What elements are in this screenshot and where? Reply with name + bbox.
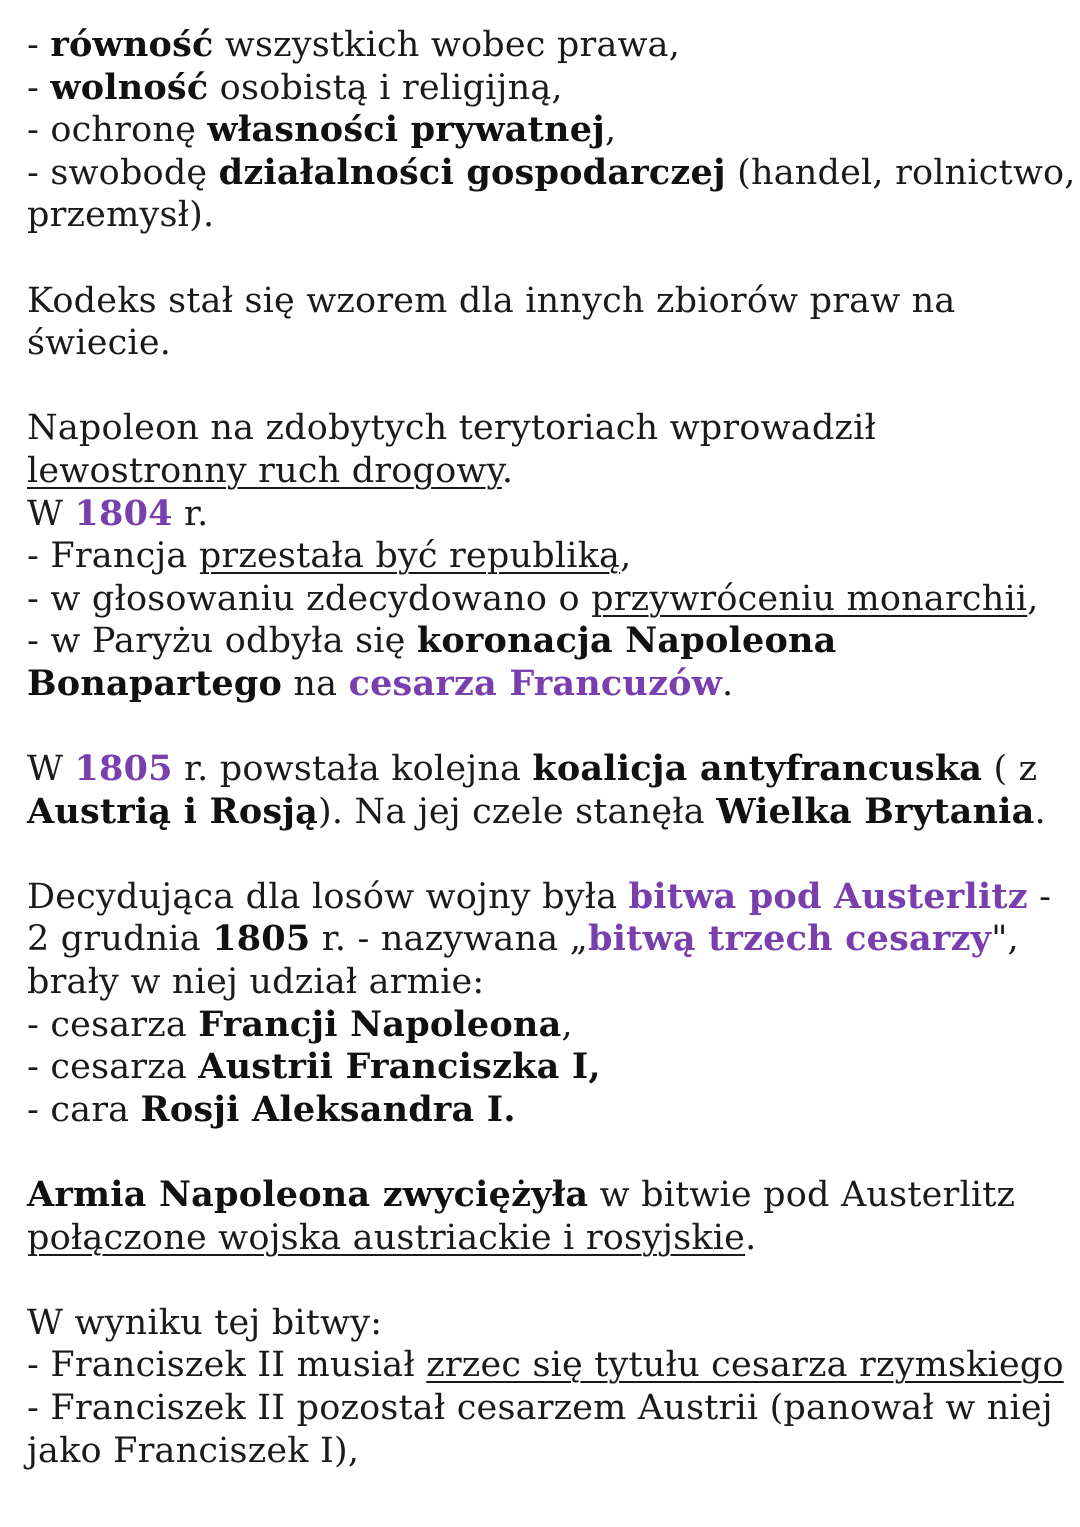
bold-term: Wielka Brytania <box>716 790 1035 832</box>
body-text: W <box>27 493 75 534</box>
body-text: - Franciszek II musiał <box>27 1345 427 1386</box>
body-text: ( z <box>982 749 1038 790</box>
highlight-year: 1804 <box>74 492 173 534</box>
highlight-term: bitwą trzech cesarzy <box>587 918 992 960</box>
document-page <box>27 24 1076 1472</box>
spacer <box>27 1259 1067 1302</box>
body-text: - cesarza <box>27 1004 199 1045</box>
list-item-equality <box>27 24 1067 67</box>
body-text: - w głosowaniu zdecydowano o <box>27 578 592 619</box>
underlined-text: przywróceniu monarchii <box>591 578 1028 619</box>
body-text: - cara <box>27 1089 141 1130</box>
list-item-republic <box>27 535 1067 578</box>
paragraph-code-line-1: Kodeks stał się wzorem dla innych zbiorów praw na <box>27 280 956 321</box>
paragraph-austerlitz-line-2 <box>27 918 1067 961</box>
underlined-text: połączone wojska austriackie i rosyjskie <box>27 1217 746 1258</box>
body-text: r. powstała kolejna <box>172 749 533 790</box>
body-text: , <box>620 536 632 577</box>
list-item-monarchy <box>27 578 1067 621</box>
body-text: - ochronę <box>27 110 208 151</box>
highlight-year: 1805 <box>74 748 173 790</box>
paragraph-coalition-line-1 <box>27 748 1067 791</box>
bold-term: koalicja antyfrancuska <box>532 748 983 790</box>
body-text: r. - nazywana „ <box>310 919 588 960</box>
bold-term: koronacja Napoleona <box>416 620 837 662</box>
spacer <box>27 833 1067 876</box>
list-item-coronation-cont <box>27 663 1067 706</box>
list-item-austria <box>27 1046 1067 1089</box>
body-text: wszystkich wobec prawa, <box>213 25 681 65</box>
paragraph-napoleon-line-1: Napoleon na zdobytych terytoriach wprowadził <box>27 408 877 449</box>
body-text: na <box>282 663 349 704</box>
body-text: ). Na jej czele stanęła <box>318 791 717 832</box>
bold-term: Austrią i Rosją <box>27 790 319 832</box>
body-text: r. <box>172 493 209 534</box>
paragraph-napoleon-line-2 <box>27 450 1067 493</box>
body-text: . <box>722 663 734 704</box>
body-text: - cesarza <box>27 1047 199 1088</box>
spacer <box>27 237 1067 280</box>
bold-term: Rosji Aleksandra I. <box>140 1088 516 1130</box>
body-text: - Francja <box>27 536 199 577</box>
bullet-text: - <box>27 25 51 65</box>
paragraph-austerlitz-line-1 <box>27 876 1067 919</box>
body-text: , <box>1027 578 1039 619</box>
list-item-emperor-austria: - Franciszek II pozostał cesarzem Austrii (panował w niej <box>27 1388 1053 1428</box>
bullet-text: - <box>27 67 51 108</box>
body-text: (handel, rolnictwo, <box>725 152 1076 193</box>
underlined-text: przestała być republiką <box>198 536 621 577</box>
list-item-russia <box>27 1089 1067 1132</box>
body-text: - w Paryżu odbyła się <box>27 621 417 662</box>
body-text: - <box>1027 876 1052 917</box>
body-text: Decydująca dla losów wojny była <box>27 876 629 917</box>
paragraph-victory-line-1 <box>27 1174 1067 1217</box>
bold-term: działalności gospodarczej <box>218 151 726 193</box>
list-item-freedom <box>27 67 1067 110</box>
body-text: - swobodę <box>27 152 219 193</box>
year-1804-line <box>27 493 1067 536</box>
spacer <box>27 1131 1067 1174</box>
list-item-property <box>27 109 1067 152</box>
spacer <box>27 365 1067 408</box>
paragraph-austerlitz-line-3: brały w niej udział armie: <box>27 962 485 1003</box>
bold-term: Armia Napoleona zwyciężyła <box>27 1174 589 1216</box>
paragraph-victory-line-2 <box>27 1217 1067 1260</box>
list-item-coronation <box>27 620 1067 663</box>
body-text: w bitwie pod Austerlitz <box>588 1175 1016 1216</box>
paragraph-result-line-1: W wyniku tej bitwy: <box>27 1302 383 1343</box>
paragraph-code-line-2: świecie. <box>27 323 172 364</box>
body-text: osobistą i religijną, <box>208 67 563 108</box>
bold-term: Austrii Franciszka I, <box>198 1046 601 1088</box>
body-text: ", <box>991 919 1019 960</box>
bold-term: 1805 <box>212 918 311 960</box>
list-item-france <box>27 1004 1067 1047</box>
list-item-economy-cont: przemysł). <box>27 195 215 236</box>
list-item-renounce <box>27 1344 1067 1387</box>
body-text: W <box>27 749 75 790</box>
list-item-economy <box>27 151 1076 195</box>
paragraph-coalition-line-2 <box>27 791 1067 834</box>
underlined-text: lewostronny ruch drogowy <box>27 450 502 491</box>
highlight-term: cesarza Francuzów <box>348 662 723 704</box>
body-text: 2 grudnia <box>27 919 213 960</box>
body-text: . <box>1034 791 1046 832</box>
bold-term: Bonapartego <box>27 662 283 704</box>
body-text: . <box>745 1217 757 1258</box>
body-text: . <box>501 450 514 491</box>
body-text: , <box>561 1004 573 1045</box>
body-text: , <box>605 110 617 151</box>
spacer <box>27 706 1067 749</box>
highlight-term: bitwa pod Austerlitz <box>628 875 1028 917</box>
underlined-text: zrzec się tytułu cesarza rzymskiego <box>426 1345 1064 1386</box>
bold-term: równość <box>50 24 214 65</box>
bold-term: wolność <box>50 66 209 108</box>
list-item-emperor-austria-cont: jako Franciszek I), <box>27 1430 360 1471</box>
bold-term: własności prywatnej <box>207 109 606 151</box>
bold-term: Francji Napoleona <box>198 1003 562 1045</box>
